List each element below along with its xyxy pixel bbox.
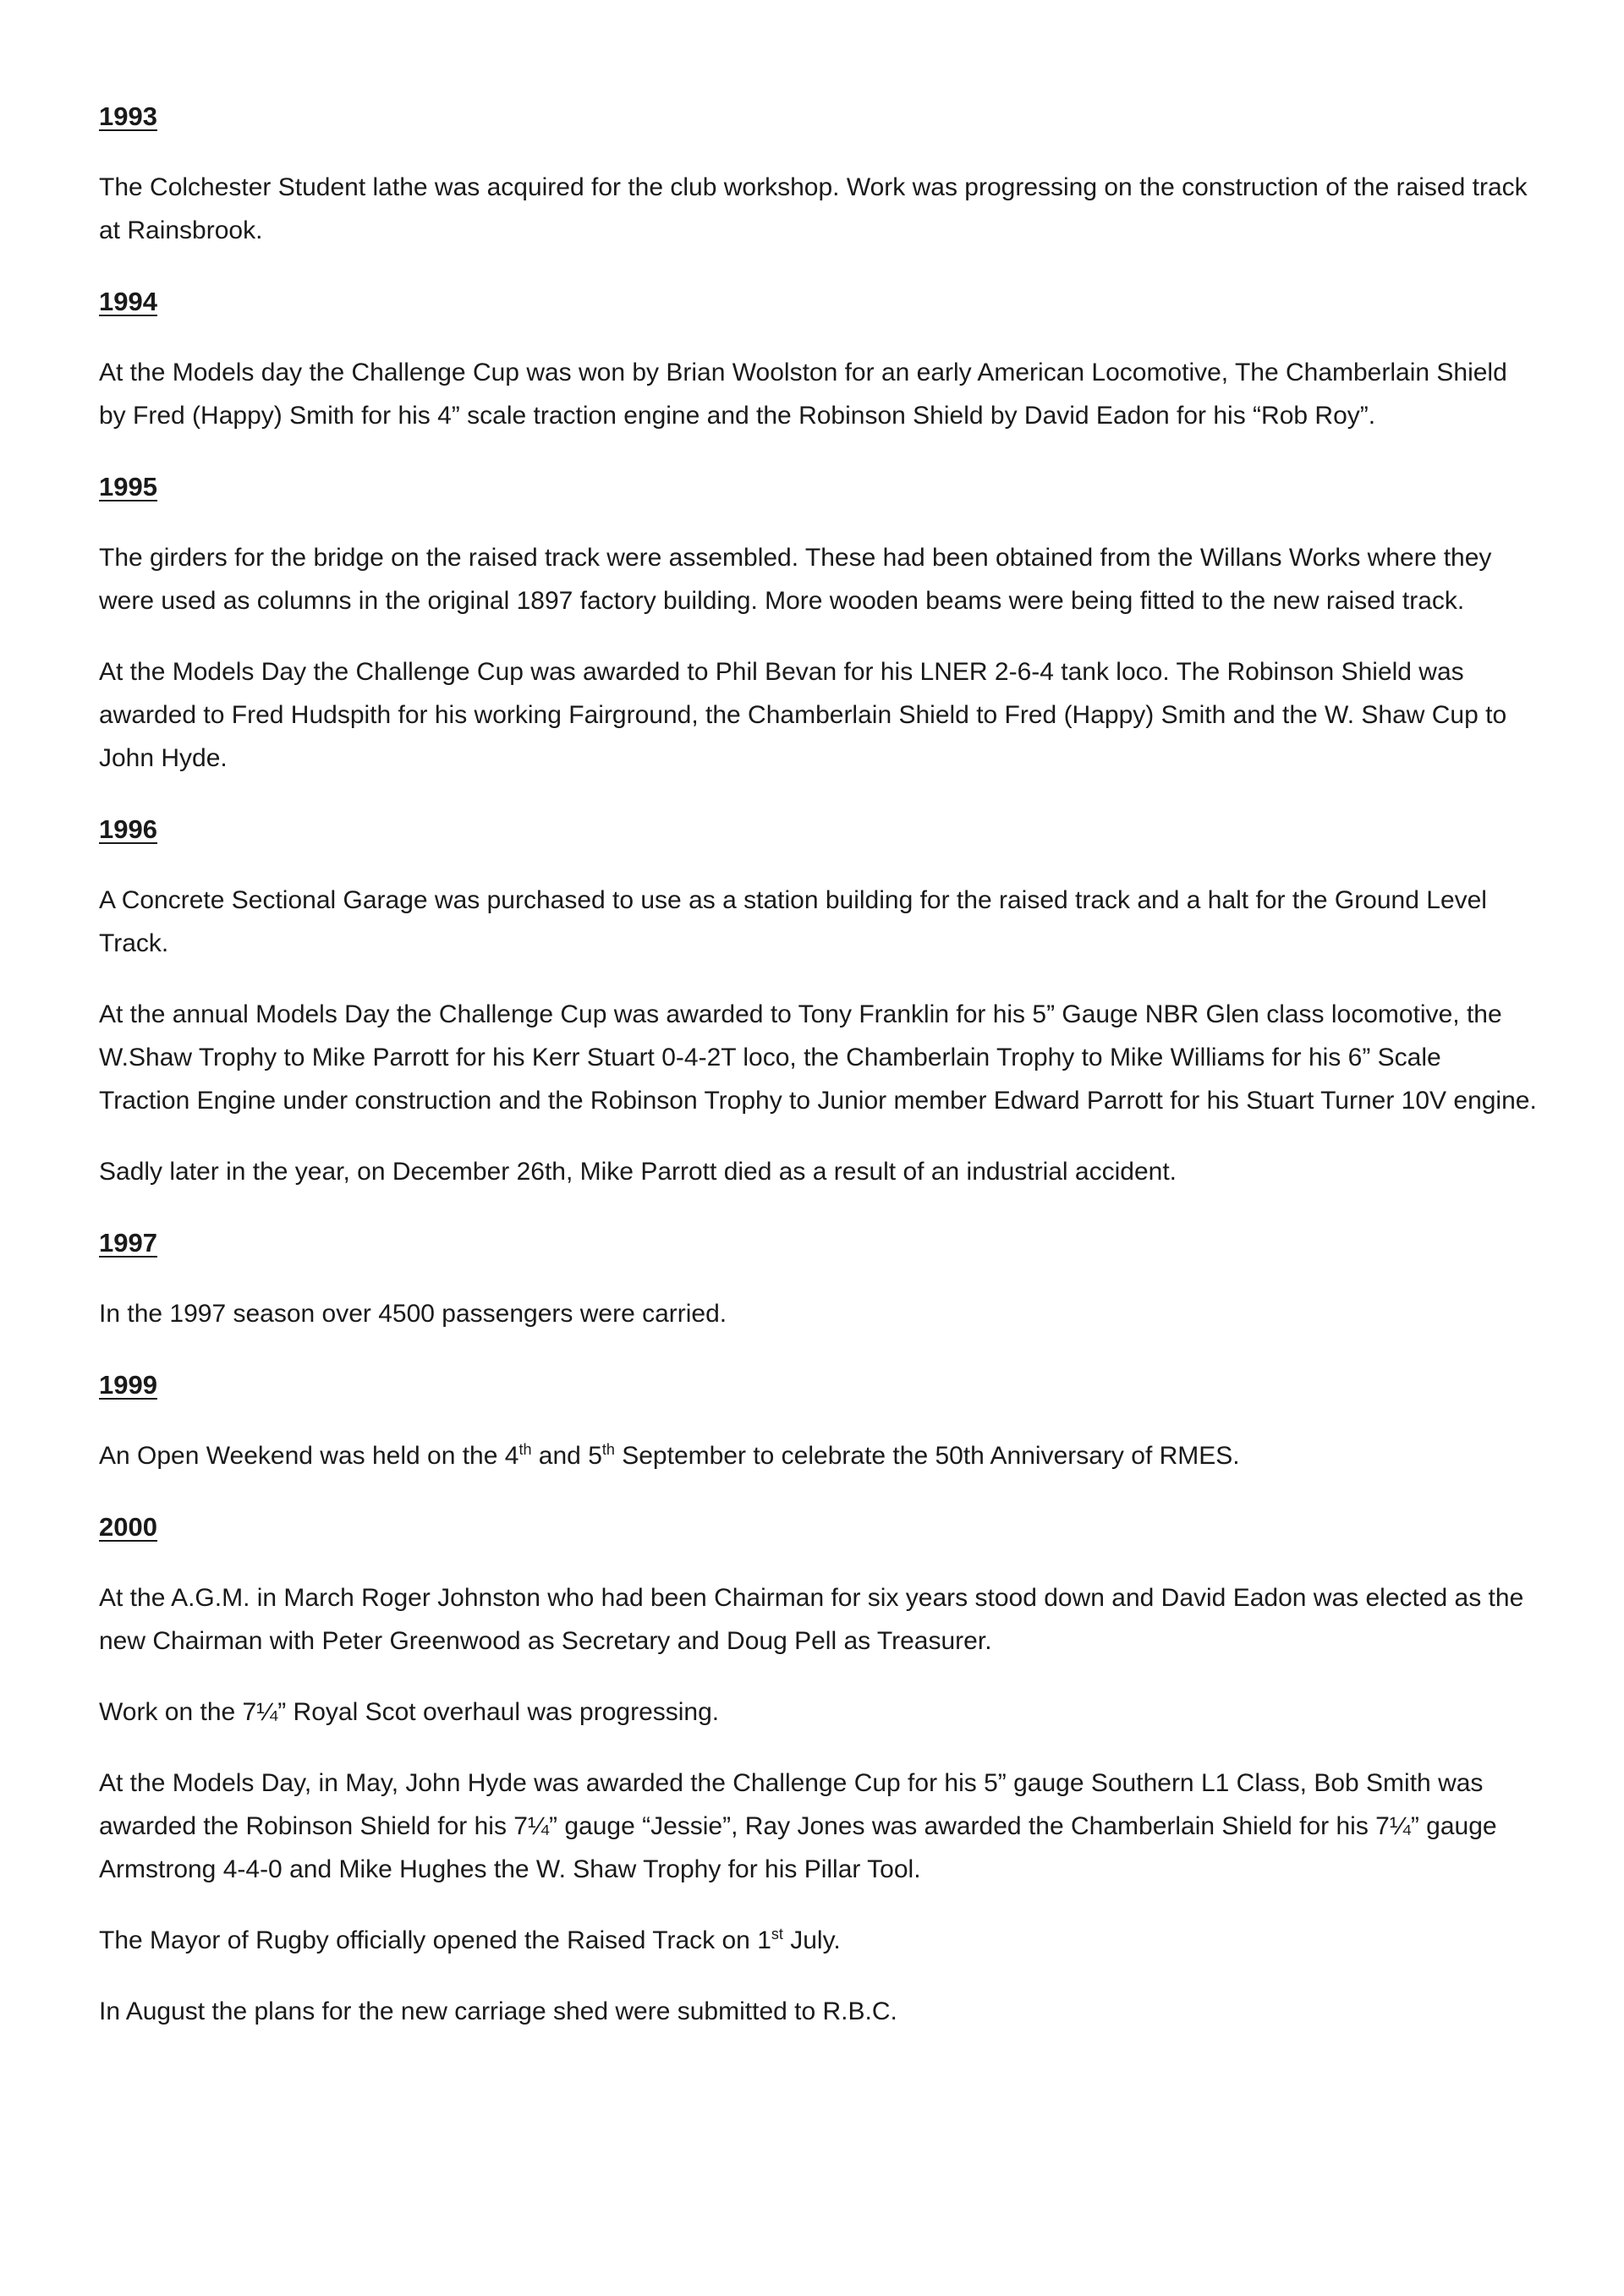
paragraph	[99, 1434, 1537, 1477]
year-heading: 1996	[99, 814, 157, 844]
paragraph: At the Models Day, in May, John Hyde was awarded the Challenge Cup for his 5” gauge Southern L1 Class, Bob Smith was awarded the Robinson Shield for his 7¼” gauge “Jessie”, Ray Jones was awarded the Chamberlain Shield for his 7¼” gauge Armstrong 4-4-0 and Mike Hughes the W. Shaw Trophy for his Pillar Tool.	[99, 1769, 1497, 1883]
paragraph: At the Models day the Challenge Cup was won by Brian Woolston for an early American Locomotive, The Chamberlain Shield by Fred (Happy) Smith for his 4” scale traction engine and the Robinson Shield by David Eadon for his “Rob Roy”.	[99, 359, 1507, 430]
superscript: th	[601, 1441, 615, 1458]
year-heading: 2000	[99, 1512, 157, 1542]
superscript: st	[771, 1926, 783, 1943]
text-run: An Open Weekend was held on the 4	[99, 1442, 519, 1470]
section-1993	[99, 95, 1537, 252]
section-1999	[99, 1363, 1537, 1477]
section-1995	[99, 465, 1537, 780]
year-heading: 1994	[99, 287, 157, 316]
year-heading: 1993	[99, 101, 157, 131]
paragraph: A Concrete Sectional Garage was purchased to use as a station building for the raised track and a halt for the Ground Level Track.	[99, 886, 1487, 957]
paragraph: In the 1997 season over 4500 passengers were carried.	[99, 1300, 727, 1328]
superscript: th	[518, 1441, 532, 1458]
paragraph: Sadly later in the year, on December 26th, Mike Parrott died as a result of an industrial accident.	[99, 1158, 1177, 1186]
section-1997	[99, 1221, 1537, 1335]
paragraph: The girders for the bridge on the raised track were assembled. These had been obtained from the Willans Works where they were used as columns in the original 1897 factory building. More wooden beams were being fitted to the new raised track.	[99, 544, 1492, 615]
paragraph: Work on the 7¼” Royal Scot overhaul was progressing.	[99, 1698, 720, 1726]
section-1996	[99, 808, 1537, 1193]
paragraph: In August the plans for the new carriage shed were submitted to R.B.C.	[99, 1997, 897, 2025]
document-page	[99, 95, 1537, 2061]
section-1994	[99, 280, 1537, 437]
year-heading: 1999	[99, 1370, 157, 1400]
paragraph: The Colchester Student lathe was acquired for the club workshop. Work was progressing on the construction of the raised track at Rainsbrook.	[99, 173, 1528, 244]
text-run: and 5	[531, 1442, 602, 1470]
text-run: July.	[782, 1926, 841, 1954]
year-heading: 1995	[99, 472, 157, 501]
text-run: September to celebrate the 50th Anniversary of RMES.	[614, 1442, 1240, 1470]
year-heading: 1997	[99, 1228, 157, 1258]
paragraph	[99, 1919, 1537, 1962]
paragraph: At the annual Models Day the Challenge Cup was awarded to Tony Franklin for his 5” Gauge NBR Glen class locomotive, the W.Shaw Trophy to Mike Parrott for his Kerr Stuart 0-4-2T loco, the Chamberlain Trophy to Mike Williams for his 6” Scale Traction Engine under construction and the Robinson Trophy to Junior member Edward Parrott for his Stuart Turner 10V engine.	[99, 1000, 1537, 1115]
section-2000	[99, 1505, 1537, 2033]
paragraph: At the A.G.M. in March Roger Johnston who had been Chairman for six years stood down and David Eadon was elected as the new Chairman with Peter Greenwood as Secretary and Doug Pell as Treasurer.	[99, 1584, 1524, 1655]
text-run: The Mayor of Rugby officially opened the Raised Track on 1	[99, 1926, 771, 1954]
paragraph: At the Models Day the Challenge Cup was awarded to Phil Bevan for his LNER 2-6-4 tank loco. The Robinson Shield was awarded to Fred Hudspith for his working Fairground, the Chamberlain Shield to Fred (Happy) Smith and the W. Shaw Cup to John Hyde.	[99, 658, 1507, 772]
